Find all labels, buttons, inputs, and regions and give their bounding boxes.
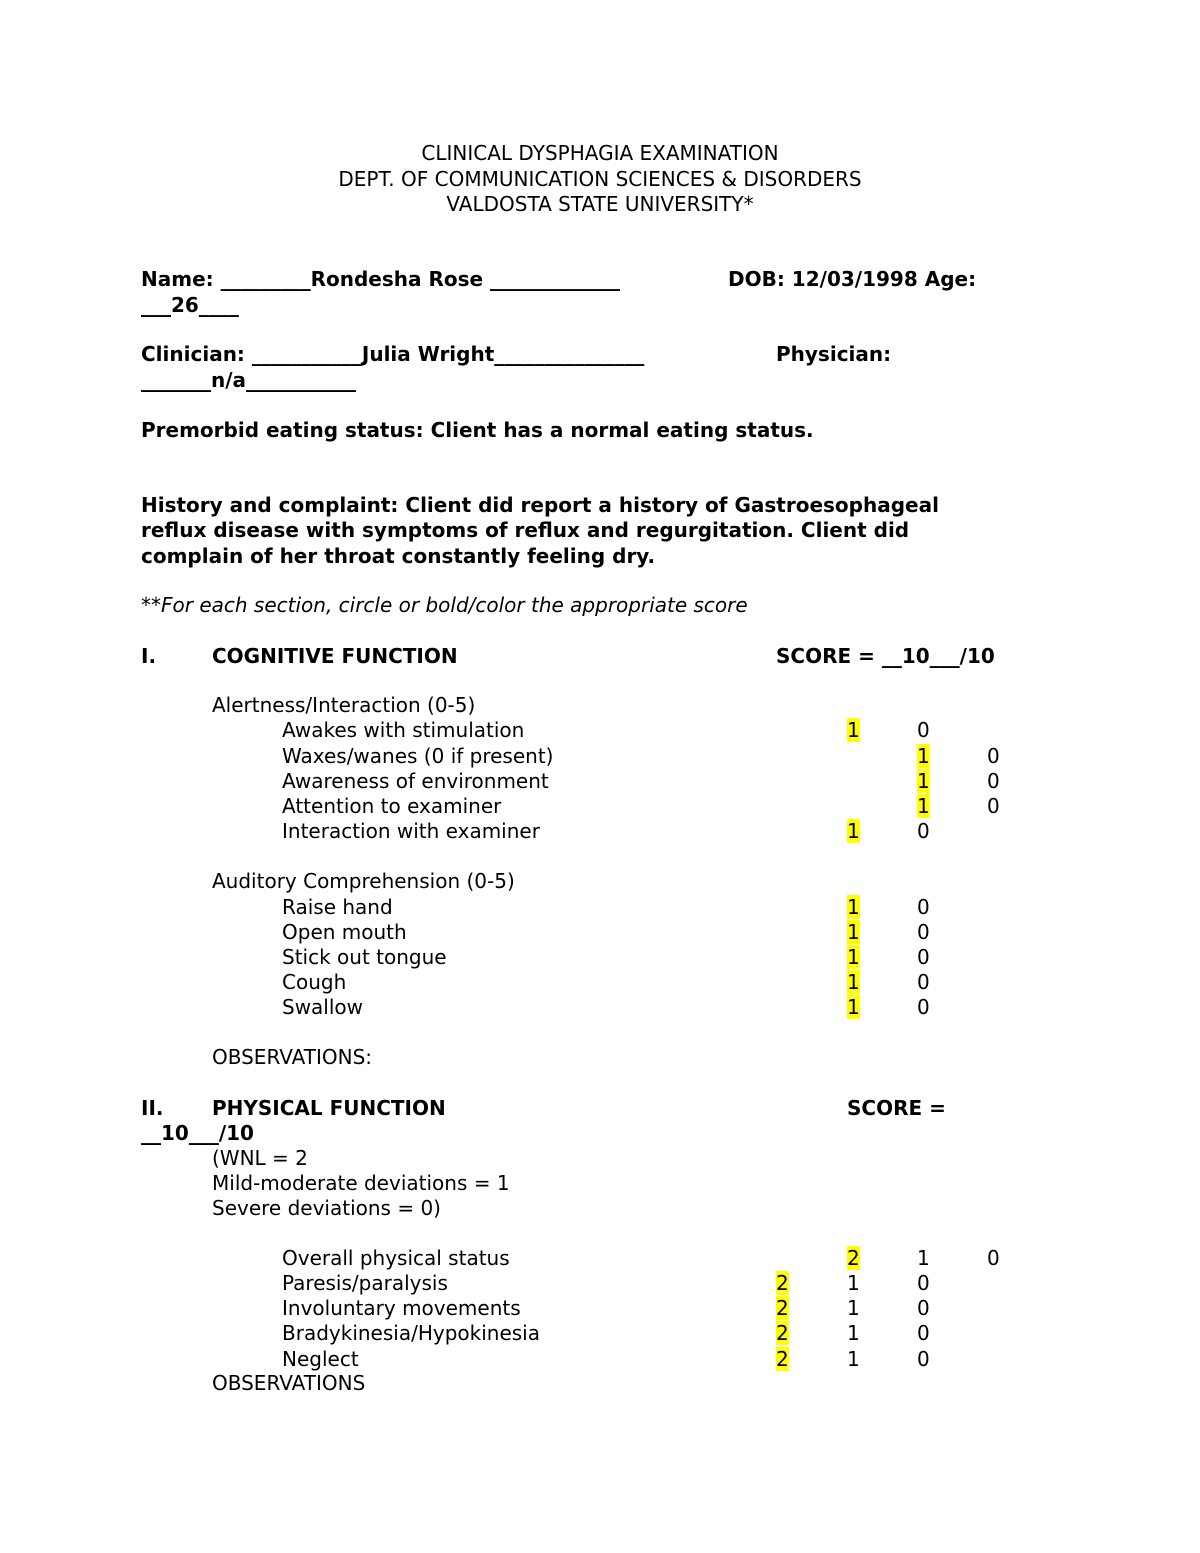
dob-age-field: DOB: 12/03/1998 Age:: [728, 267, 977, 291]
section-1-observations: OBSERVATIONS:: [212, 1045, 373, 1069]
score-item-label: Awareness of environment: [282, 769, 549, 793]
section-2-numeral: II.: [141, 1096, 164, 1120]
score-selected: 1: [847, 895, 860, 919]
alertness-heading: Alertness/Interaction (0-5): [212, 693, 476, 717]
score-selected: 1: [847, 920, 860, 944]
history-line: complain of her throat constantly feeling dry.: [141, 544, 656, 568]
score-option: 0: [917, 1271, 930, 1295]
section-1-title: COGNITIVE FUNCTION: [212, 644, 458, 668]
score-selected: 1: [847, 995, 860, 1019]
header-line-2: DEPT. OF COMMUNICATION SCIENCES & DISORDERS: [338, 167, 862, 191]
score-selected: 1: [917, 794, 930, 818]
physician-label: Physician:: [776, 342, 892, 366]
score-option: 0: [917, 945, 930, 969]
section-2-title: PHYSICAL FUNCTION: [212, 1096, 446, 1120]
score-item-label: Open mouth: [282, 920, 407, 944]
premorbid-status: Premorbid eating status: Client has a normal eating status.: [141, 418, 814, 442]
score-option: 1: [917, 1246, 930, 1270]
section-1-numeral: I.: [141, 644, 157, 668]
legend-line: Severe deviations = 0): [212, 1196, 441, 1220]
score-item-label: Cough: [282, 970, 347, 994]
score-option: 0: [987, 794, 1000, 818]
score-option: 0: [917, 1296, 930, 1320]
section-2-score-label: SCORE =: [847, 1096, 946, 1120]
score-selected: 2: [776, 1271, 789, 1295]
section-2-observations: OBSERVATIONS: [212, 1371, 366, 1395]
score-item-label: Overall physical status: [282, 1246, 510, 1270]
score-option: 0: [917, 920, 930, 944]
age-value: ___26____: [141, 293, 239, 317]
score-item-label: Stick out tongue: [282, 945, 447, 969]
history-line: reflux disease with symptoms of reflux and regurgitation. Client did: [141, 518, 910, 542]
legend-line: (WNL = 2: [212, 1146, 308, 1170]
legend-line: Mild-moderate deviations = 1: [212, 1171, 510, 1195]
score-option: 1: [847, 1321, 860, 1345]
score-selected: 2: [776, 1296, 789, 1320]
score-option: 1: [847, 1347, 860, 1371]
score-option: 0: [987, 1246, 1000, 1270]
score-item-label: Involuntary movements: [282, 1296, 521, 1320]
score-item-label: Bradykinesia/Hypokinesia: [282, 1321, 540, 1345]
score-selected: 2: [776, 1321, 789, 1345]
history-line: History and complaint: Client did report a history of Gastroesophageal: [141, 493, 939, 517]
physician-value: _______n/a___________: [141, 368, 357, 392]
score-selected: 1: [917, 744, 930, 768]
score-selected: 1: [847, 945, 860, 969]
score-selected: 2: [847, 1246, 860, 1270]
clinician-field: Clinician: ___________Julia Wright_______________: [141, 342, 645, 366]
score-selected: 1: [847, 970, 860, 994]
score-option: 0: [917, 895, 930, 919]
score-option: 1: [847, 1296, 860, 1320]
score-item-label: Attention to examiner: [282, 794, 502, 818]
score-selected: 2: [776, 1347, 789, 1371]
header-line-3: VALDOSTA STATE UNIVERSITY*: [446, 192, 754, 216]
score-item-label: Neglect: [282, 1347, 359, 1371]
score-selected: 1: [847, 718, 860, 742]
score-option: 0: [917, 718, 930, 742]
section-2-score-value: __10___/10: [141, 1121, 254, 1145]
score-option: 0: [917, 1321, 930, 1345]
section-1-score: SCORE = __10___/10: [776, 644, 995, 668]
score-item-label: Interaction with examiner: [282, 819, 540, 843]
score-option: 0: [987, 769, 1000, 793]
score-selected: 1: [847, 819, 860, 843]
instruction-text: **For each section, circle or bold/color the appropriate score: [141, 593, 748, 617]
score-item-label: Paresis/paralysis: [282, 1271, 448, 1295]
score-option: 0: [917, 819, 930, 843]
score-option: 0: [917, 970, 930, 994]
score-item-label: Raise hand: [282, 895, 393, 919]
auditory-heading: Auditory Comprehension (0-5): [212, 869, 515, 893]
score-selected: 1: [917, 769, 930, 793]
name-field: Name: _________Rondesha Rose _____________: [141, 267, 621, 291]
score-option: 0: [917, 995, 930, 1019]
score-option: 1: [847, 1271, 860, 1295]
score-item-label: Awakes with stimulation: [282, 718, 525, 742]
score-item-label: Swallow: [282, 995, 364, 1019]
score-item-label: Waxes/wanes (0 if present): [282, 744, 554, 768]
score-option: 0: [987, 744, 1000, 768]
header-line-1: CLINICAL DYSPHAGIA EXAMINATION: [421, 141, 779, 165]
score-option: 0: [917, 1347, 930, 1371]
